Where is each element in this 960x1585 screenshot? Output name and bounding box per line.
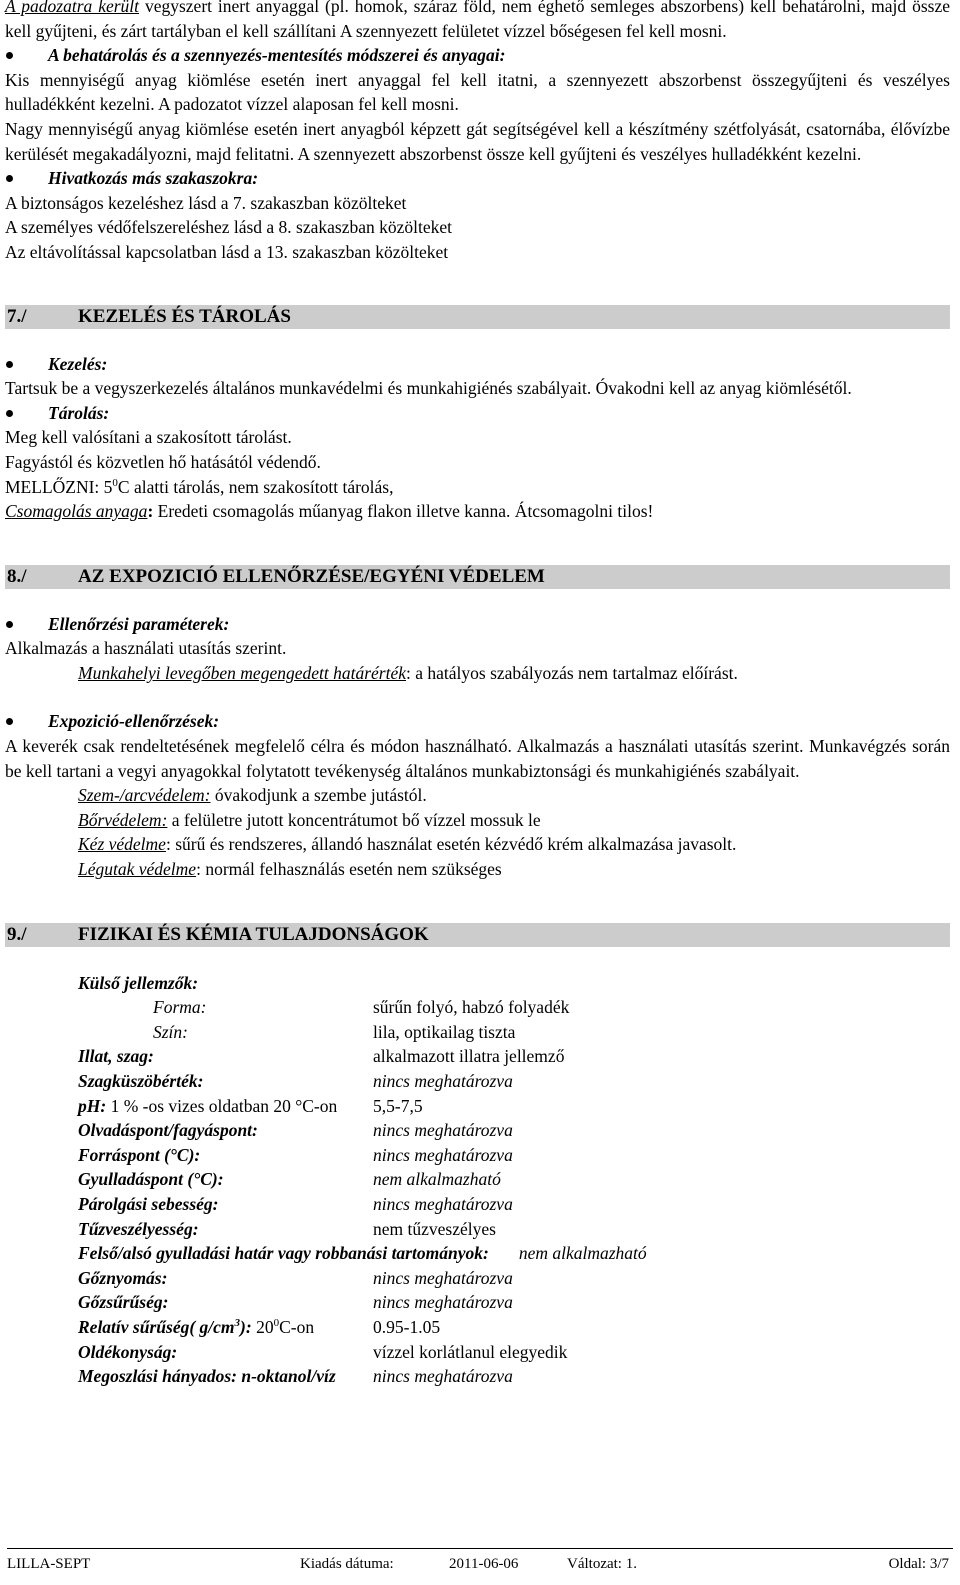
property-row	[5, 1094, 950, 1119]
property-row	[5, 1044, 950, 1069]
packaging-text: Eredeti csomagolás műanyag flakon illetve kanna. Átcsomagolni tilos!	[153, 501, 654, 522]
property-label: Szagküszöbérték:	[78, 1071, 204, 1091]
property-label: Forma:	[153, 997, 207, 1018]
property-row	[5, 1020, 950, 1045]
property-value: nincs meghatározva	[373, 1267, 513, 1288]
property-row	[5, 1217, 950, 1242]
storage-line: Meg kell valósítani a szakosított tárolást.	[5, 427, 292, 448]
property-row	[5, 1118, 950, 1143]
intro-text: vegyszert inert anyaggal (pl. homok, száraz föld, nem éghető semleges abszorbens) kell behatárolni, majd össze kell gyűjteni, és zárt tartályban el kell szállítani A szennyezett felületet vízzel bőségesen fel kell mosni.	[5, 0, 950, 41]
section-title: AZ EXPOZICIÓ ELLENŐRZÉSE/EGYÉNI VÉDELEM	[78, 565, 545, 587]
ph-label-rest: 1 % -os vizes oldatban 20 °C-on	[106, 1095, 338, 1116]
storage-text: C alatti tárolás, nem szakosított tárolás,	[117, 476, 394, 497]
ph-label: pH:	[78, 1095, 107, 1116]
section-7-header	[5, 305, 950, 329]
storage-heading: Tárolás:	[48, 402, 110, 423]
rd-label: ):	[240, 1316, 252, 1337]
property-value: nincs meghatározva	[373, 1366, 513, 1387]
property-row	[5, 1315, 950, 1340]
references-heading: Hivatkozás más szakaszokra:	[48, 168, 259, 189]
property-row	[5, 1167, 950, 1192]
property-value: nincs meghatározva	[373, 1071, 513, 1091]
storage-line	[5, 475, 950, 500]
packaging-line	[5, 499, 950, 524]
property-value: nem tűzveszélyes	[373, 1218, 496, 1239]
limit-line	[5, 661, 950, 686]
property-row	[5, 1143, 950, 1168]
rd-label: C-on	[279, 1316, 315, 1337]
storage-text: MELLŐZNI: 5	[5, 476, 113, 497]
handling-text: Tartsuk be a vegyszerkezelés általános munkavédelmi és munkahigiénés szabályait. Óvakodni kell az anyag kiömlésétől.	[5, 378, 852, 399]
skin-text: a felületre jutott koncentrátumot bő vízzel mossuk le	[167, 809, 541, 830]
property-row	[5, 971, 950, 996]
section-8-header	[5, 565, 950, 589]
limit-label: Munkahelyi levegőben megengedett határérték	[78, 662, 406, 683]
section-title: KEZELÉS ÉS TÁROLÁS	[78, 305, 291, 327]
footer-page: Oldal: 3/7	[888, 1556, 949, 1572]
rd-label: 20	[251, 1316, 274, 1337]
params-line: Alkalmazás a használati utasítás szerint.	[5, 638, 287, 659]
property-label: Párolgási sebesség:	[78, 1193, 219, 1214]
packaging-label: Csomagolás anyaga	[5, 501, 148, 522]
rd-label: Relatív sűrűség( g/cm	[78, 1316, 235, 1337]
property-label: Forráspont (°C):	[78, 1144, 201, 1165]
intro-paragraph	[5, 0, 950, 43]
property-value: nincs meghatározva	[373, 1193, 513, 1214]
exposure-text: A keverék csak rendeltetésének megfelelő célra és módon használható. Alkalmazás a használati utasítás szerint. Munkavégzés során be kell tartani a vegyi anyagokkal folytatott tevékenység általános munkabiztonsági és munkahigiénés szabályait.	[5, 736, 950, 781]
hand-label: Kéz védelme	[78, 834, 166, 855]
footer-rule	[7, 1548, 953, 1549]
intro-link-text: A padozatra került	[5, 0, 140, 16]
property-value: 0.95-1.05	[373, 1316, 441, 1337]
skin-protection-line	[5, 808, 950, 833]
reference-line: A személyes védőfelszereléshez lásd a 8. szakaszban közölteket	[5, 217, 453, 238]
storage-line: Fagyástól és közvetlen hő hatásától védendő.	[5, 451, 321, 472]
properties-list	[5, 971, 950, 1389]
section-title: FIZIKAI ÉS KÉMIA TULAJDONSÁGOK	[78, 923, 429, 945]
hand-text: : sűrű és rendszeres, állandó használat esetén kézvédő krém alkalmazása javasolt.	[165, 834, 737, 855]
superscript: 0	[273, 1317, 280, 1330]
property-label: Szín:	[153, 1021, 188, 1042]
property-label: Külső jellemzők:	[78, 972, 199, 993]
property-label: Oldékonyság:	[78, 1341, 178, 1362]
reference-line: Az eltávolítással kapcsolatban lásd a 13. szakaszban közölteket	[5, 241, 449, 262]
methods-heading: A behatárolás és a szennyezés-mentesítés módszerei és anyagai:	[48, 45, 506, 66]
section-number: 8./	[7, 565, 27, 587]
resp-label: Légutak védelme	[78, 859, 197, 880]
property-value: nem alkalmazható	[373, 1169, 501, 1190]
bullet-storage	[5, 401, 950, 426]
limit-text: : a hatályos szabályozás nem tartalmaz előírást.	[406, 662, 738, 683]
property-value: nem alkalmazható	[518, 1243, 647, 1264]
methods-p1: Kis mennyiségű anyag kiömlése esetén inert anyaggal fel kell itatni, a szennyezett abszorbenst összegyűjteni és veszélyes hulladékként kezelni. A padozatot vízzel alaposan fel kell mosni.	[5, 69, 950, 115]
property-label: Olvadáspont/fagyáspont:	[78, 1120, 258, 1141]
property-row	[5, 1290, 950, 1315]
property-value: nincs meghatározva	[373, 1144, 513, 1165]
bullet-references	[5, 166, 950, 191]
property-label: Felső/alsó gyulladási határ vagy robbanási tartományok:	[78, 1243, 489, 1264]
property-row	[5, 1069, 950, 1094]
bullet-exposure	[5, 709, 950, 734]
property-row	[5, 995, 950, 1020]
property-value: 5,5-7,5	[373, 1095, 423, 1116]
superscript: 0	[112, 476, 118, 489]
exposure-heading: Expozició-ellenőrzések:	[48, 711, 220, 732]
property-label: Tűzveszélyesség:	[78, 1218, 199, 1239]
property-value: vízzel korlátlanul elegyedik	[373, 1341, 568, 1362]
section-number: 9./	[7, 923, 27, 945]
property-value: lila, optikailag tiszta	[373, 1021, 516, 1042]
section-9-header	[5, 923, 950, 947]
page-footer	[7, 1548, 953, 1572]
packaging-colon: :	[147, 501, 154, 522]
eye-protection-line	[5, 783, 950, 808]
reference-line: A biztonságos kezeléshez lásd a 7. szakaszban közölteket	[5, 192, 407, 213]
resp-text: : normál felhasználás esetén nem szükséges	[196, 859, 502, 880]
eye-text: óvakodjunk a szembe jutástól.	[210, 785, 427, 806]
document-page	[5, 0, 950, 1389]
property-value: nincs meghatározva	[373, 1120, 513, 1141]
handling-heading: Kezelés:	[48, 353, 108, 374]
property-label: Gyulladáspont (°C):	[78, 1169, 224, 1190]
property-value: alkalmazott illatra jellemző	[373, 1046, 565, 1067]
superscript: 3	[234, 1317, 241, 1330]
property-row	[5, 1266, 950, 1291]
methods-p2: Nagy mennyiségű anyag kiömlése esetén inert anyagból képzett gát segítségével kell a készítmény szétfolyását, csatornába, élővízbe kerülését megakadályozni, majd felitatni. A szennyezett abszorbenst össze kell gyűjteni és veszélyes hulladékként kezelni.	[5, 118, 950, 164]
property-label: Gőzsűrűség:	[78, 1292, 169, 1313]
bullet-params	[5, 612, 950, 637]
property-label: Illat, szag:	[78, 1046, 154, 1067]
bullet-handling	[5, 352, 950, 377]
property-value: sűrűn folyó, habzó folyadék	[373, 997, 570, 1018]
skin-label: Bőrvédelem:	[78, 809, 168, 830]
property-label: Megoszlási hányados: n-oktanol/víz	[78, 1366, 336, 1387]
property-label	[5, 1315, 373, 1340]
footer-version: Változat: 1.	[567, 1556, 637, 1572]
property-label: Gőznyomás:	[78, 1267, 168, 1288]
hand-protection-line	[5, 832, 950, 857]
property-row	[5, 1364, 950, 1389]
footer-issue-date: 2011-06-06	[449, 1556, 519, 1572]
footer-issue-label: Kiadás dátuma:	[300, 1556, 394, 1572]
bullet-methods	[5, 43, 950, 68]
footer-product: LILLA-SEPT	[7, 1556, 91, 1572]
property-label	[5, 1094, 373, 1119]
respiratory-protection-line	[5, 857, 950, 882]
property-row	[5, 1241, 950, 1266]
eye-label: Szem-/arcvédelem:	[78, 785, 211, 806]
property-row	[5, 1192, 950, 1217]
property-value: nincs meghatározva	[373, 1292, 513, 1313]
params-heading: Ellenőrzési paraméterek:	[48, 613, 230, 634]
section-number: 7./	[7, 305, 27, 327]
property-row	[5, 1340, 950, 1365]
